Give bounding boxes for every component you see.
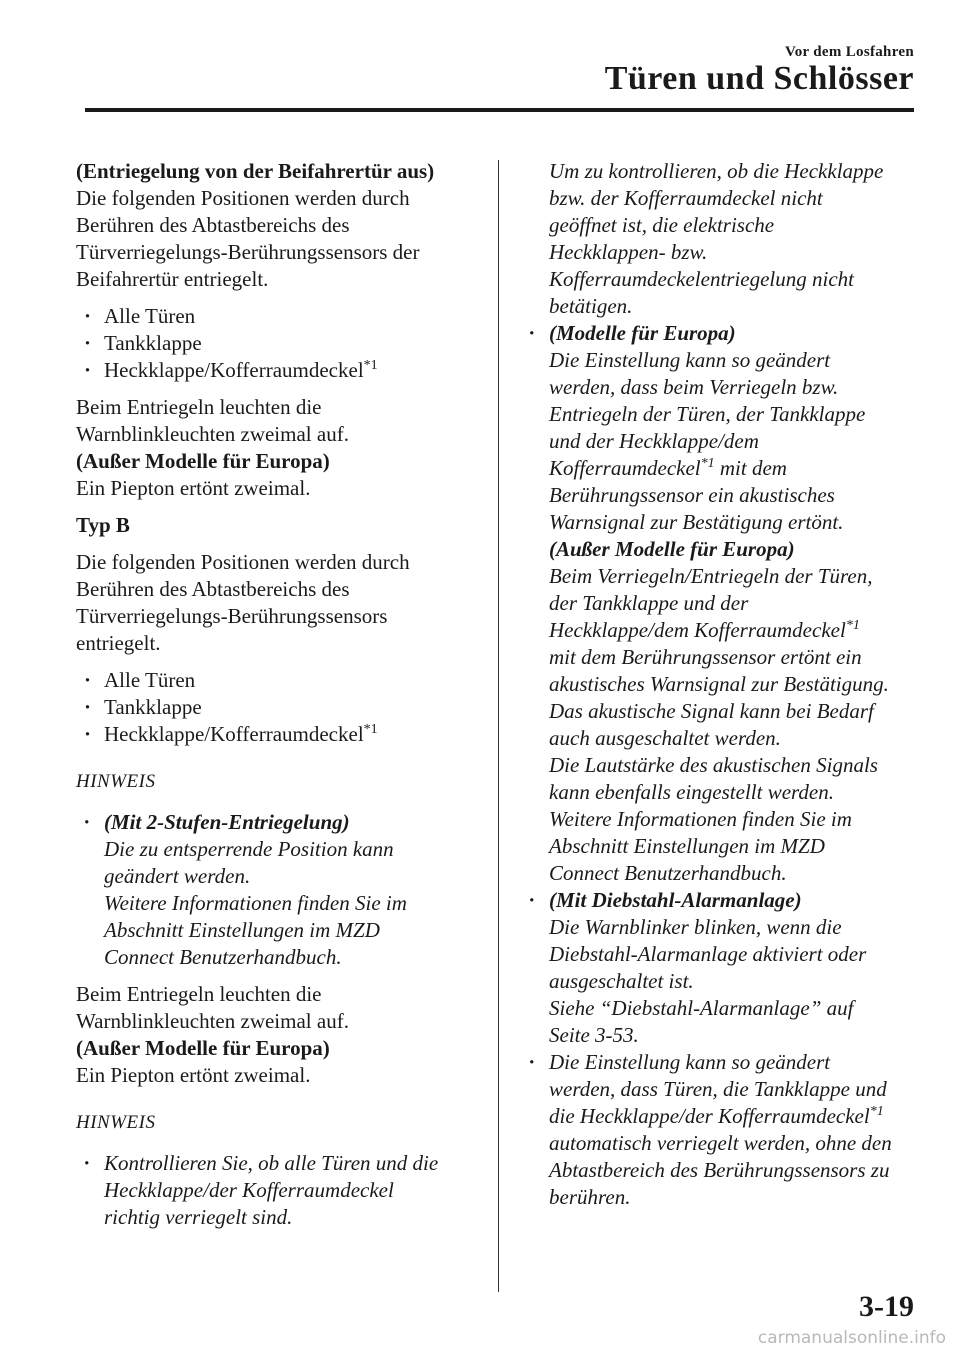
text-line: Die folgenden Positionen werden durch [76,550,410,574]
text-line: Kofferraumdeckelentriegelung nicht [549,267,855,291]
text-line: Die folgenden Positionen werden durch [76,186,410,210]
note-subheading: (Außer Modelle für Europa) [549,537,795,561]
text-line: geöffnet ist, die elektrische [549,213,775,237]
bullet-icon: · [84,695,92,719]
list-item [76,330,476,357]
bullet-icon: · [84,722,92,746]
paragraph [76,394,476,448]
bullet-icon: · [529,321,535,345]
note-item [527,1049,927,1211]
text-line: Berühren des Abtastbereichs des [76,213,350,237]
text-line: Warnsignal zur Bestätigung ertönt. [549,510,844,534]
text-line: auch ausgeschaltet werden. [549,726,781,750]
text-line: berühren. [549,1185,631,1209]
text-line [549,617,927,644]
paragraph [76,549,476,657]
text-line: Berühren des Abtastbereichs des [76,577,350,601]
text-line: geändert werden. [104,864,251,888]
text-line: entriegelt. [76,631,161,655]
note-continuation [527,158,927,320]
text-line: Diebstahl-Alarmanlage aktiviert oder [549,942,867,966]
text-line: Die Lautstärke des akustischen Signals [549,753,878,777]
text-line: werden, dass Türen, die Tankklappe und [549,1077,887,1101]
section-heading: (Entriegelung von der Beifahrertür aus) [76,159,435,183]
list-item [76,694,476,721]
list-item [76,667,476,694]
list-item-label: Alle Türen [104,668,196,692]
bullet-icon: · [84,304,92,328]
text-line: Heckklappe/der Kofferraumdeckel [104,1178,394,1202]
text-line: Heckklappen- bzw. [549,240,708,264]
text-line: der Tankklappe und der [549,591,749,615]
footnote-mark: *1 [845,618,860,633]
text-line: Beim Verriegeln/Entriegeln der Türen, [549,564,873,588]
note-item-title: (Mit Diebstahl-Alarmanlage) [549,888,802,912]
text-span: mit dem [714,456,787,480]
bullet-list [76,667,476,748]
list-item [76,357,476,384]
text-line: Abschnitt Einstellungen im MZD [549,834,825,858]
header-section-label: Vor dem Losfahren [784,44,914,60]
note-item [527,887,927,1049]
text-line: Kontrollieren Sie, ob alle Türen und die [104,1151,439,1175]
text-line: Beim Entriegeln leuchten die [76,982,322,1006]
text-line: Connect Benutzerhandbuch. [104,945,342,969]
list-item-label: Tankklappe [104,331,202,355]
left-column [76,158,476,1231]
paragraph [76,185,476,293]
note-label: HINWEIS [76,771,156,792]
text-line: Seite 3-53. [549,1023,639,1047]
bullet-icon: · [529,1050,535,1074]
text-span: Kofferraumdeckel [549,456,701,480]
text-line: Weitere Informationen finden Sie im [549,807,852,831]
list-item-label: Heckklappe/Kofferraumdeckel [104,358,364,382]
text-line: kann ebenfalls eingestellt werden. [549,780,834,804]
footnote-mark: *1 [363,722,378,737]
text-line [549,455,927,482]
footnote-mark: *1 [363,358,378,373]
note-item-title: (Mit 2-Stufen-Entriegelung) [104,810,350,834]
note-item [527,320,927,887]
text-line: akustisches Warnsignal zur Bestätigung. [549,672,889,696]
list-item-label: Alle Türen [104,304,196,328]
text-line: Entriegeln der Türen, der Tankklappe [549,402,866,426]
text-line: Türverriegelungs-Berührungssensors der [76,240,420,264]
text-line: betätigen. [549,294,633,318]
text-line: Warnblinkleuchten zweimal auf. [76,422,349,446]
text-line: Warnblinkleuchten zweimal auf. [76,1009,349,1033]
bullet-icon: · [84,668,92,692]
text-line: ausgeschaltet ist. [549,969,694,993]
bullet-icon: · [84,358,92,382]
text-line: automatisch verriegelt werden, ohne den [549,1131,892,1155]
footnote-mark: *1 [700,456,715,471]
text-line: Siehe “Diebstahl-Alarmanlage” auf [549,996,854,1020]
section-heading: (Außer Modelle für Europa) [76,1036,330,1060]
text-line: Türverriegelungs-Berührungssensors [76,604,388,628]
text-line: Beifahrertür entriegelt. [76,267,269,291]
text-line: Connect Benutzerhandbuch. [549,861,787,885]
text-line: Um zu kontrollieren, ob die Heckklappe [549,159,884,183]
paragraph: Ein Piepton ertönt zweimal. [76,1063,311,1087]
bullet-icon: · [84,810,90,834]
text-line: bzw. der Kofferraumdeckel nicht [549,186,823,210]
bullet-icon: · [84,1151,90,1175]
text-line: Die Warnblinker blinken, wenn die [549,915,842,939]
list-item [76,721,476,748]
text-line [549,1103,927,1130]
list-item [76,303,476,330]
text-line: werden, dass beim Verriegeln bzw. [549,375,839,399]
page-number: 3-19 [859,1290,914,1323]
text-line: Berührungssensor ein akustisches [549,483,835,507]
text-line: Abschnitt Einstellungen im MZD [104,918,380,942]
page-title: Türen und Schlösser [604,60,914,97]
watermark: carmanualsonline.info [757,1328,946,1348]
bullet-list [76,303,476,384]
text-line: Beim Entriegeln leuchten die [76,395,322,419]
footnote-mark: *1 [869,1104,884,1119]
text-line: richtig verriegelt sind. [104,1205,293,1229]
paragraph: Ein Piepton ertönt zweimal. [76,476,311,500]
text-span: die Heckklappe/der Kofferraumdeckel [549,1104,870,1128]
note-label: HINWEIS [76,1112,156,1133]
column-divider [498,160,499,1292]
text-line: Das akustische Signal kann bei Bedarf [549,699,874,723]
bullet-icon: · [84,331,92,355]
text-line: Abtastbereich des Berührungssensors zu [549,1158,890,1182]
text-line: Die Einstellung kann so geändert [549,1050,831,1074]
text-line: Weitere Informationen finden Sie im [104,891,407,915]
type-label: Typ B [76,513,130,537]
note-item [76,809,476,971]
list-item-label: Tankklappe [104,695,202,719]
text-line: Die Einstellung kann so geändert [549,348,831,372]
note-item-title: (Modelle für Europa) [549,321,736,345]
text-span: Heckklappe/dem Kofferraumdeckel [549,618,846,642]
text-line: mit dem Berührungssensor ertönt ein [549,645,862,669]
header-rule [85,108,914,112]
text-line: Die zu entsperrende Position kann [104,837,394,861]
paragraph [76,981,476,1035]
bullet-icon: · [529,888,535,912]
right-column [527,158,927,1211]
note-item [76,1150,476,1231]
section-heading: (Außer Modelle für Europa) [76,449,330,473]
text-line: und der Heckklappe/dem [549,429,759,453]
list-item-label: Heckklappe/Kofferraumdeckel [104,722,364,746]
